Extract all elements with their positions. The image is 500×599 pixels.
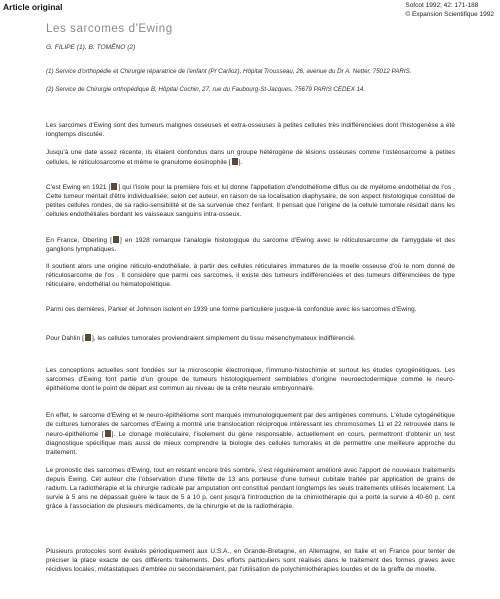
paragraph-3 — [46, 183, 455, 220]
article-title: Les sarcomes d'Ewing — [46, 23, 173, 35]
affiliation-2: (2) Service de Chirurgie orthopédique B, Hôpital Cochin, 27, rue du Faubourg-St-Jacques, 75679 PARIS CEDEX 14. — [46, 86, 366, 93]
paragraph-6: Parmi ces dernières, Parker et Johnson isolent en 1939 une forme particulière jusque-là confondue avec les sarcomes d'Ewing. — [46, 306, 417, 313]
reference-link[interactable] — [105, 430, 111, 437]
paragraph-9-end: ]. Le clonage moléculaire, l'isolement du gène responsable, actuellement en cours, permettront d'obtenir un test diagnostique spécifique mais aussi de mieux comprendre la biologie des cellules tumorales et de permettre une meilleure approche du traitement. — [46, 430, 455, 456]
citation — [405, 1, 494, 19]
paragraph-9 — [46, 412, 455, 458]
affiliation-1: (1) Service d'orthopédie et Chirurgie réparatrice de l'enfant (Pr Carlioz), Hôpital Trousseau, 26, avenue du Dr A. Netter, 75012 PARIS. — [46, 68, 412, 75]
reference-link[interactable] — [232, 158, 238, 165]
paragraph-7-text: Pour Dahlin [ — [46, 335, 84, 342]
paragraph-10: Le pronostic des sarcomes d'Ewing, tout en restant encore très sombre, s'est régulièrement amélioré avec l'apport de nouveaux traitements depuis Ewing. Cet auteur cite l'observation d'une fillette de 13 ans porteuse d'une tumeur cubitale traitée par application de grains de radium. La radiothérapie et la chirurgie radicale par amputation ont constitué pendant longtemps les seuls traitements utilisés localement. La survie à 5 ans ne dépassait guère le taux de 5 à 10 p. cent jusqu'à l'introduction de la chimiothérapie qui a porté la survie à 40-60 p. cent grâce à l'association de plusieurs médicaments, de la chirurgie et de la radiothérapie. — [46, 467, 455, 510]
paragraph-9-text: En effet, le sarcome d'Ewing et le neuro-épithéliome sont marqués immunologiquement par des antigènes communs. L'étude cytogénétique de cultures tumorales de sarcomes d'Ewing a montré une translocation réciproque intéressant les chromosomes 11 et 22 retrouvée dans le neuro-épithéliome [ — [46, 412, 455, 438]
paragraph-2 — [46, 149, 455, 168]
paragraph-5: Il soutient alors une origine réticulo-endothéliale, à partir des cellules réticulaires immatures de la moelle osseuse d'où le nom donné de réticulosarcome de l'os . Il considère que parmi ces sarcomes, il existe des tumeurs indifférenciées et des tumeurs différenciées de type réticulaire, endothélial ou hématopoïétique. — [46, 263, 455, 288]
authors: G. FILIPE (1), B. TOMÉNO (2) — [46, 44, 136, 51]
paragraph-4-text: En France, Oberling [ — [46, 237, 113, 244]
paragraph-11: Plusieurs protocoles sont évalués périodiquement aux U.S.A., en Grande-Bretagne, en Allemagne, en Italie et en France pour tenter de préciser la place exacte de ces différents traitements. Des efforts particuliers sont réalisés dans le traitement des formes graves avec récidives locales, métastatiques d'emblée ou secondairement, par l'utilisation de polychimiothérapies lourdes et de la greffe de moelle. — [46, 548, 455, 573]
paragraph-4 — [46, 236, 455, 255]
paragraph-2-text: Jusqu'à une date assez récente, ils étaient confondus dans un groupe hétérogène de lésions osseuses comme l'ostéosarcome à petites cellules, le réticulosarcome et même le granulome éosinophile [ — [46, 149, 455, 166]
citation-journal: Sofcot 1992; 42: 171-188 — [405, 2, 479, 9]
reference-link[interactable] — [113, 236, 119, 243]
section-label: Article original — [3, 2, 63, 12]
paragraph-8: Les conceptions actuelles sont fondées sur la microscopie électronique, l'immuno-histochimie et surtout les études cytogénétiques. Les sarcomes d'Ewing font partie d'un groupe de tumeurs histologiquement semblables d'origine neuroectodermique comme le neuro-épithéliome dont le point de départ est commun au niveau de la crête neurale embryonnaire. — [46, 367, 455, 392]
reference-link[interactable] — [85, 334, 91, 341]
paragraph-3-text: C'est Ewing en 1921 [ — [46, 184, 111, 191]
paragraph-7-end: ], les cellules tumorales proviendraient simplement du tissu mésenchymateux indifférencié. — [91, 335, 356, 342]
reference-link[interactable] — [111, 183, 117, 190]
paragraph-4-end: ] en 1928 remarque l'analogie histologique du sarcome d'Ewing avec le réticulosarcome de l'amygdale et des ganglions lymphatiques. — [46, 237, 455, 253]
paragraph-3-end: ] qui l'isole pour la première fois et lui donne l'appellation d'endothéliome diffus ou de myélome endothélial de l'os . Cette tumeur méritait d'être individualisée, selon cet auteur, en raison de sa localisation diaphysaire, de son aspect histologique constitué de petites cellules rondes, de sa radio-sensibilité et de sa survenue chez l'enfant. Il pensait que l'origine de la cellule tumorale résidait dans les cellules endothéliales bordant les vaisseaux sanguins intra-osseux. — [46, 184, 455, 218]
paragraph-1: Les sarcomes d'Ewing sont des tumeurs malignes osseuses et extra-osseuses à petites cellules très indifférenciées dont l'histogenèse a été longtemps discutée. — [46, 122, 455, 138]
citation-publisher: © Expansion Scientifique 1992 — [405, 11, 494, 18]
paragraph-7 — [46, 334, 455, 344]
paragraph-2-end: ]. — [238, 158, 243, 166]
